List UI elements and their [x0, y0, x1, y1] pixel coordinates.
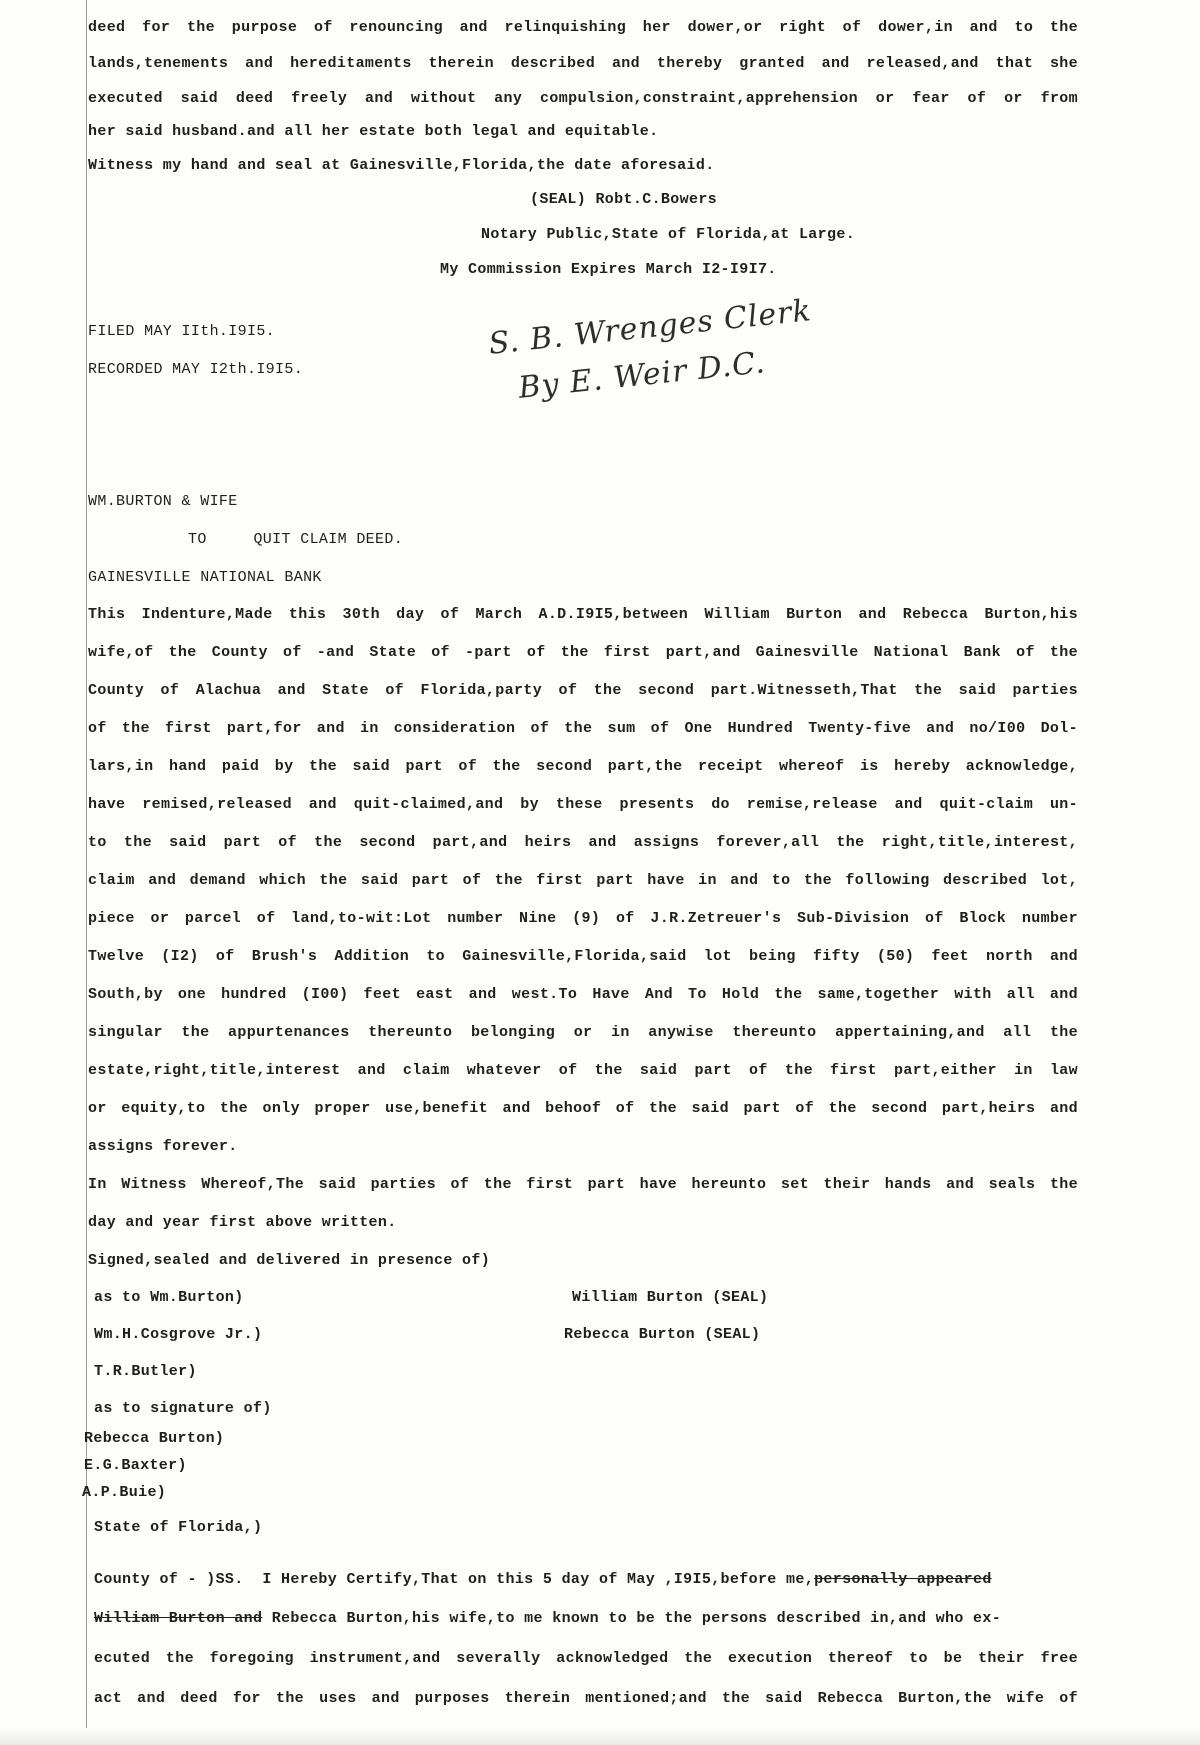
witness-butler: T.R.Butler): [94, 1363, 197, 1380]
text-line-3: executed said deed freely and without any compulsion,constraint,apprehension or fear of or from: [88, 90, 1078, 107]
state-of-florida: State of Florida,): [94, 1519, 263, 1536]
deed-body-line-3: County of Alachua and State of Florida,party of the second part.Witnesseth,That the said parties: [88, 682, 1078, 699]
acknowledgment-line-1: [94, 1570, 992, 1590]
acknowledgment-line-4: act and deed for the uses and purposes therein mentioned;and the said Rebecca Burton,the wife of: [94, 1690, 1078, 1707]
deputy-clerk-signature: By E. Weir D.C.: [516, 345, 768, 406]
clerk-signature: S. B. Wrenges Clerk: [487, 293, 814, 362]
in-witness-line-2: day and year first above written.: [88, 1214, 397, 1231]
grantee-heading: GAINESVILLE NATIONAL BANK: [88, 569, 322, 586]
deed-body-line-2: wife,of the County of -and State of -part of the first part,and Gainesville National Bank of the: [88, 644, 1078, 661]
commission-expiry: My Commission Expires March I2-I9I7.: [440, 261, 777, 278]
page-bottom-edge: [0, 1728, 1200, 1745]
witness-rebecca-burton: Rebecca Burton): [84, 1430, 225, 1447]
deed-body-line-6: have remised,released and quit-claimed,and by these presents do remise,release and quit-claim un-: [88, 796, 1078, 813]
grantor-heading: WM.BURTON & WIFE: [88, 493, 238, 510]
acknowledgment-line-3: ecuted the foregoing instrument,and severally acknowledged the execution thereof to be their free: [94, 1650, 1078, 1667]
witness-buie: A.P.Buie): [82, 1484, 167, 1501]
deed-body-line-7: to the said part of the second part,and heirs and assigns forever,all the right,title,interest,: [88, 834, 1078, 851]
grantor-signature-rebecca: Rebecca Burton (SEAL): [564, 1326, 761, 1343]
deed-body-line-1: This Indenture,Made this 30th day of March A.D.I9I5,between William Burton and Rebecca Burton,his: [88, 606, 1078, 623]
witness-baxter: E.G.Baxter): [84, 1457, 187, 1474]
deed-body-line-12: singular the appurtenances thereunto belonging or in anywise thereunto appertaining,and all the: [88, 1024, 1078, 1041]
witness-as-to-rebecca: as to signature of): [94, 1400, 272, 1417]
text-line-4: her said husband.and all her estate both legal and equitable.: [88, 123, 659, 140]
text-line-1: deed for the purpose of renouncing and relinquishing her dower,or right of dower,in and to the: [88, 19, 1078, 36]
deed-body-line-9: piece or parcel of land,to-wit:Lot number Nine (9) of J.R.Zetreuer's Sub-Division of Block number: [88, 910, 1078, 927]
witness-cosgrove: Wm.H.Cosgrove Jr.): [94, 1326, 263, 1343]
struck-personally-appeared: personally appeared: [814, 1571, 992, 1588]
deed-body-line-11: South,by one hundred (I00) feet east and west.To Have And To Hold the same,together with all and: [88, 986, 1078, 1003]
in-witness-line-1: In Witness Whereof,The said parties of the first part have hereunto set their hands and seals the: [88, 1176, 1078, 1193]
acknowledgment-rebecca: Rebecca Burton,his wife,to me known to be the persons described in,and who ex-: [271, 1610, 1002, 1627]
deed-body-line-4: of the first part,for and in consideration of the sum of One Hundred Twenty-five and no/I00 Dol-: [88, 720, 1078, 737]
deed-body-line-8: claim and demand which the said part of the first part have in and to the following described lot,: [88, 872, 1078, 889]
notary-title: Notary Public,State of Florida,at Large.: [481, 226, 856, 243]
acknowledgment-intro: County of - )SS. I Hereby Certify,That on this 5 day of May ,I9I5,before me,: [94, 1571, 815, 1588]
deed-type-heading: TO QUIT CLAIM DEED.: [188, 531, 404, 548]
deed-body-line-13: estate,right,title,interest and claim whatever of the said part of the first part,either in law: [88, 1062, 1078, 1079]
deed-body-line-14: or equity,to the only proper use,benefit and behoof of the said part of the second part,heirs and: [88, 1100, 1078, 1117]
notary-seal-name: (SEAL) Robt.C.Bowers: [530, 191, 718, 208]
deed-body-line-5: lars,in hand paid by the said part of the second part,the receipt whereof is hereby acknowledge,: [88, 758, 1078, 775]
witness-line: Witness my hand and seal at Gainesville,Florida,the date aforesaid.: [88, 157, 715, 174]
grantor-signature-william: William Burton (SEAL): [572, 1289, 769, 1306]
filed-date: FILED MAY IIth.I9I5.: [88, 323, 276, 340]
witness-as-to-burton: as to Wm.Burton): [94, 1289, 244, 1306]
signed-sealed-line: Signed,sealed and delivered in presence of): [88, 1252, 491, 1269]
deed-body-line-15: assigns forever.: [88, 1138, 238, 1155]
acknowledgment-line-2: [94, 1609, 1001, 1629]
text-line-2: lands,tenements and hereditaments therein described and thereby granted and released,and that she: [88, 55, 1078, 72]
deed-body-line-10: Twelve (I2) of Brush's Addition to Gainesville,Florida,said lot being fifty (50) feet north and: [88, 948, 1078, 965]
struck-william-burton: William Burton and: [94, 1610, 263, 1627]
recorded-date: RECORDED MAY I2th.I9I5.: [88, 361, 304, 378]
